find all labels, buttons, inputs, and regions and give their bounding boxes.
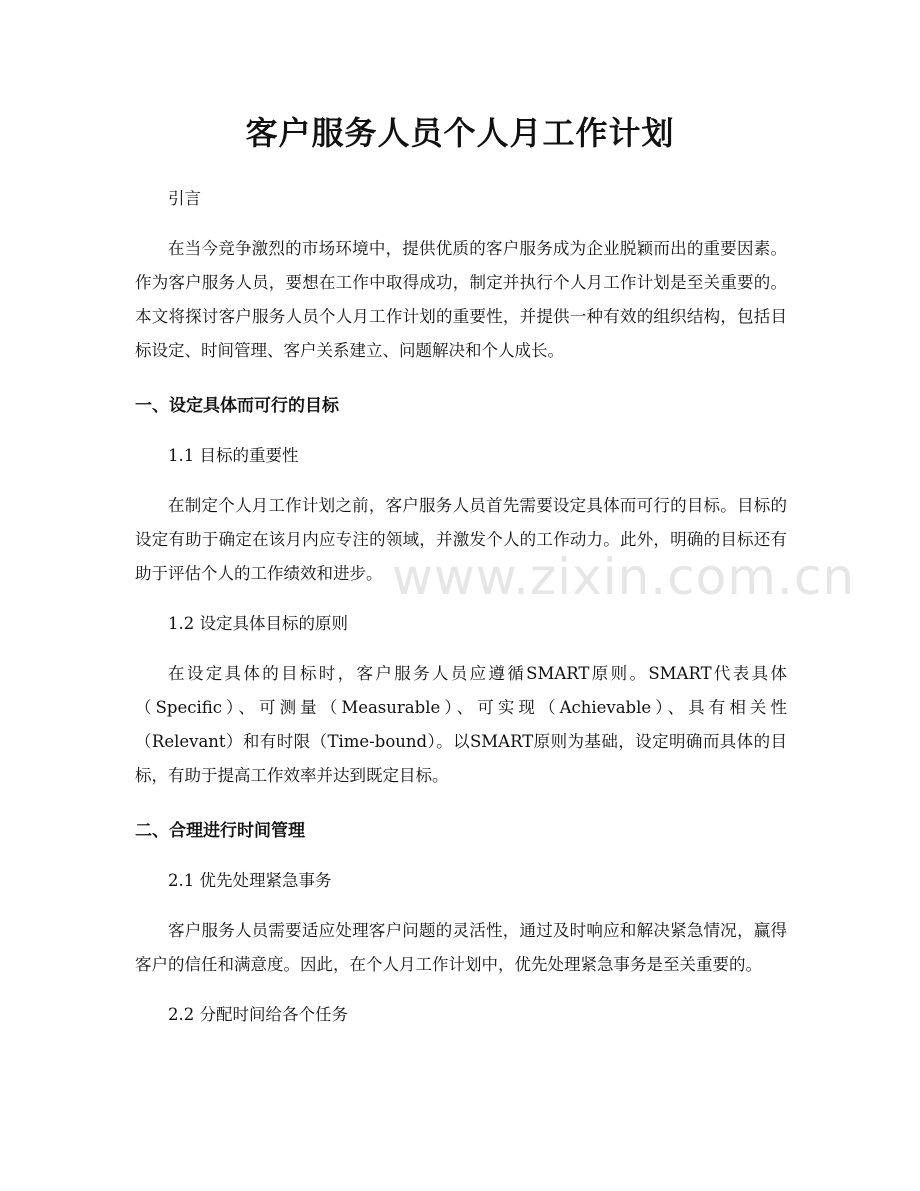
subsection-paragraph-1-1: 在制定个人月工作计划之前，客户服务人员首先需要设定具体而可行的目标。目标的设定有助于确定在该月内应专注的领域，并激发个人的工作动力。此外，明确的目标还有助于评估个人的工作绩效和进步。 — [135, 496, 787, 583]
intro-paragraph: 在当今竞争激烈的市场环境中，提供优质的客户服务成为企业脱颖而出的重要因素。作为客户服务人员，要想在工作中取得成功，制定并执行个人月工作计划是至关重要的。本文将探讨客户服务人员个人月工作计划的重要性，并提供一种有效的组织结构，包括目标设定、时间管理、客户关系建立、问题解决和个人成长。 — [135, 239, 787, 360]
subsection-heading-1-2: 1.2 设定具体目标的原则 — [168, 614, 348, 633]
intro-label: 引言 — [168, 189, 201, 208]
document-body — [135, 182, 787, 1032]
watermark: www.zixin.com.cn — [392, 548, 856, 606]
subsection-heading-2-2: 2.2 分配时间给各个任务 — [168, 1005, 348, 1024]
section-heading-1: 一、设定具体而可行的目标 — [135, 396, 339, 416]
section-heading-2: 二、合理进行时间管理 — [135, 821, 305, 841]
document-title: 客户服务人员个人月工作计划 — [245, 114, 675, 152]
subsection-paragraph-1-2: 在设定具体的目标时，客户服务人员应遵循SMART原则。SMART代表具体（Specific）、可测量（Measurable）、可实现（Achievable）、具有相关性（Relevant）和有时限（Time-bound）。以SMART原则为基础，设定明确而具体的目标，有助于提高工作效率并达到既定目标。 — [135, 664, 787, 785]
subsection-heading-1-1: 1.1 目标的重要性 — [168, 446, 299, 465]
subsection-paragraph-2-1: 客户服务人员需要适应处理客户问题的灵活性，通过及时响应和解决紧急情况，赢得客户的信任和满意度。因此，在个人月工作计划中，优先处理紧急事务是至关重要的。 — [135, 921, 787, 974]
subsection-heading-2-1: 2.1 优先处理紧急事务 — [168, 871, 332, 890]
